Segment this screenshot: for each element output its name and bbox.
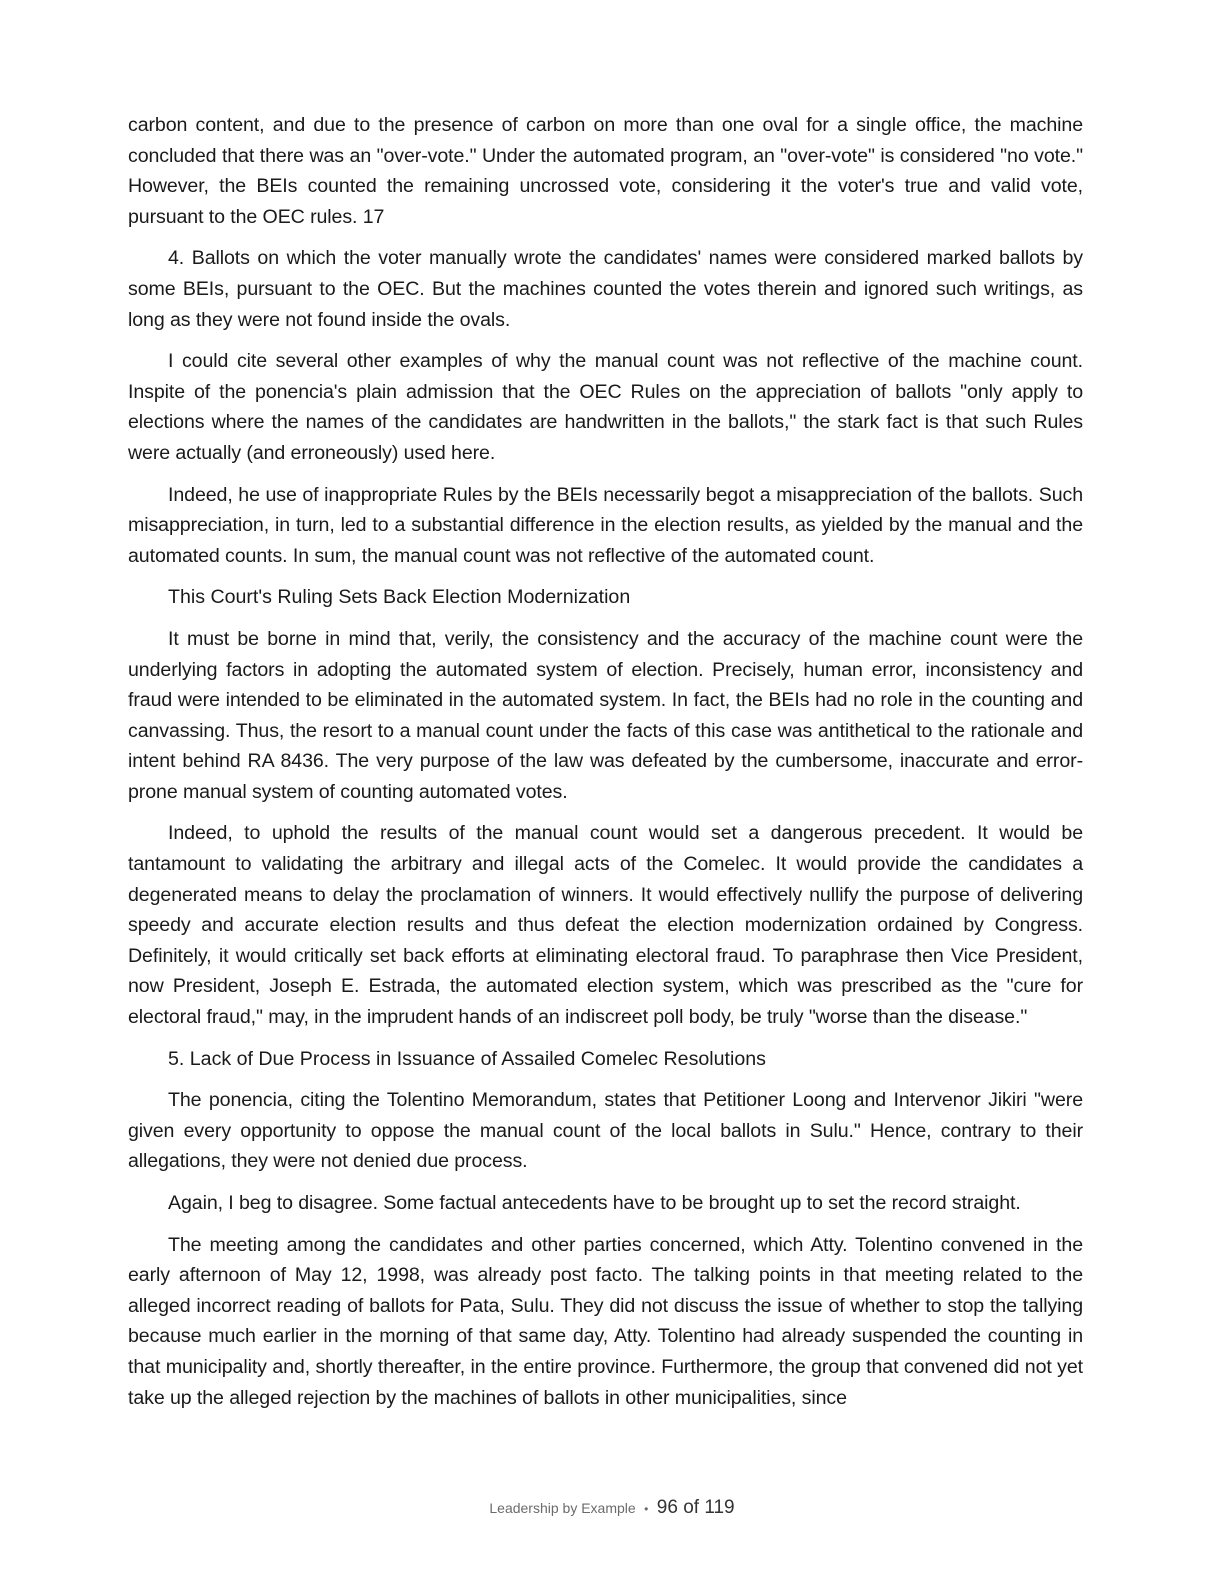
paragraph-item-4: 4. Ballots on which the voter manually wrote the candidates' names were considered marked ballots by some BEIs, pursuant to the OEC. But the machines counted the votes therein and ignored such writings, as long as they were not found inside the ovals. — [128, 247, 1083, 331]
document-body — [128, 110, 1083, 1424]
page-number: 96 of 119 — [656, 1497, 735, 1518]
paragraph-continued: carbon content, and due to the presence of carbon on more than one oval for a single office, the machine concluded that there was an "over-vote." Under the automated program, an "over-vote" is considered "no vote." However, the BEIs counted the remaining uncrossed vote, considering it the voter's true and valid vote, pursuant to the OEC rules. 17 — [128, 114, 1083, 228]
section-heading-due-process: 5. Lack of Due Process in Issuance of Assailed Comelec Resolutions — [168, 1047, 766, 1070]
paragraph-precedent: Indeed, to uphold the results of the manual count would set a dangerous precedent. It would be tantamount to validating the arbitrary and illegal acts of the Comelec. It would provide the candidates a degenerated means to delay the proclamation of winners. It would effectively nullify the purpose of delivering speedy and accurate election results and thus defeat the election modernization ordained by Congress. Definitely, it would critically set back efforts at eliminating electoral fraud. To paraphrase then Vice President, now President, Joseph E. Estrada, the automated election system, which was prescribed as the "cure for electoral fraud," may, in the imprudent hands of an indiscreet poll body, be truly "worse than the disease." — [128, 822, 1083, 1029]
page-footer — [0, 1497, 1224, 1519]
section-heading-modernization: This Court's Ruling Sets Back Election Modernization — [168, 586, 631, 609]
paragraph-other-examples: I could cite several other examples of why the manual count was not reflective of the machine count. Inspite of the ponencia's plain admission that the OEC Rules on the appreciation of ballots "only apply to elections where the names of the candidates are handwritten in the ballots," the stark fact is that such Rules were actually (and erroneously) used here. — [128, 350, 1083, 464]
paragraph-meeting: The meeting among the candidates and other parties concerned, which Atty. Tolentino convened in the early afternoon of May 12, 1998, was already post facto. The talking points in that meeting related to the alleged incorrect reading of ballots for Pata, Sulu. They did not discuss the issue of whether to stop the tallying because much earlier in the morning of that same day, Atty. Tolentino had already suspended the counting in that municipality and, shortly thereafter, in the entire province. Furthermore, the group that convened did not yet take up the alleged rejection by the machines of ballots in other municipalities, since — [128, 1233, 1083, 1409]
paragraph-misappreciation: Indeed, he use of inappropriate Rules by the BEIs necessarily begot a misappreciation of the ballots. Such misappreciation, in turn, led to a substantial difference in the election results, as yielded by the manual and the automated counts. In sum, the manual count was not reflective of the automated count. — [128, 483, 1083, 567]
footer-title: Leadership by Example — [489, 1500, 636, 1516]
footer-bullet: • — [644, 1502, 649, 1516]
paragraph-consistency: It must be borne in mind that, verily, the consistency and the accuracy of the machine count were the underlying factors in adopting the automated system of election. Precisely, human error, inconsistency and fraud were intended to be eliminated in the automated system. In fact, the BEIs had no role in the counting and canvassing. Thus, the resort to a manual count under the facts of this case was antithetical to the rationale and intent behind RA 8436. The very purpose of the law was defeated by the cumbersome, inaccurate and error-prone manual system of counting automated votes. — [128, 627, 1083, 803]
paragraph-disagree: Again, I beg to disagree. Some factual antecedents have to be brought up to set the record straight. — [168, 1192, 1021, 1214]
paragraph-tolentino-memo: The ponencia, citing the Tolentino Memorandum, states that Petitioner Loong and Intervenor Jikiri "were given every opportunity to oppose the manual count of the local ballots in Sulu." Hence, contrary to their allegations, they were not denied due process. — [128, 1089, 1083, 1173]
